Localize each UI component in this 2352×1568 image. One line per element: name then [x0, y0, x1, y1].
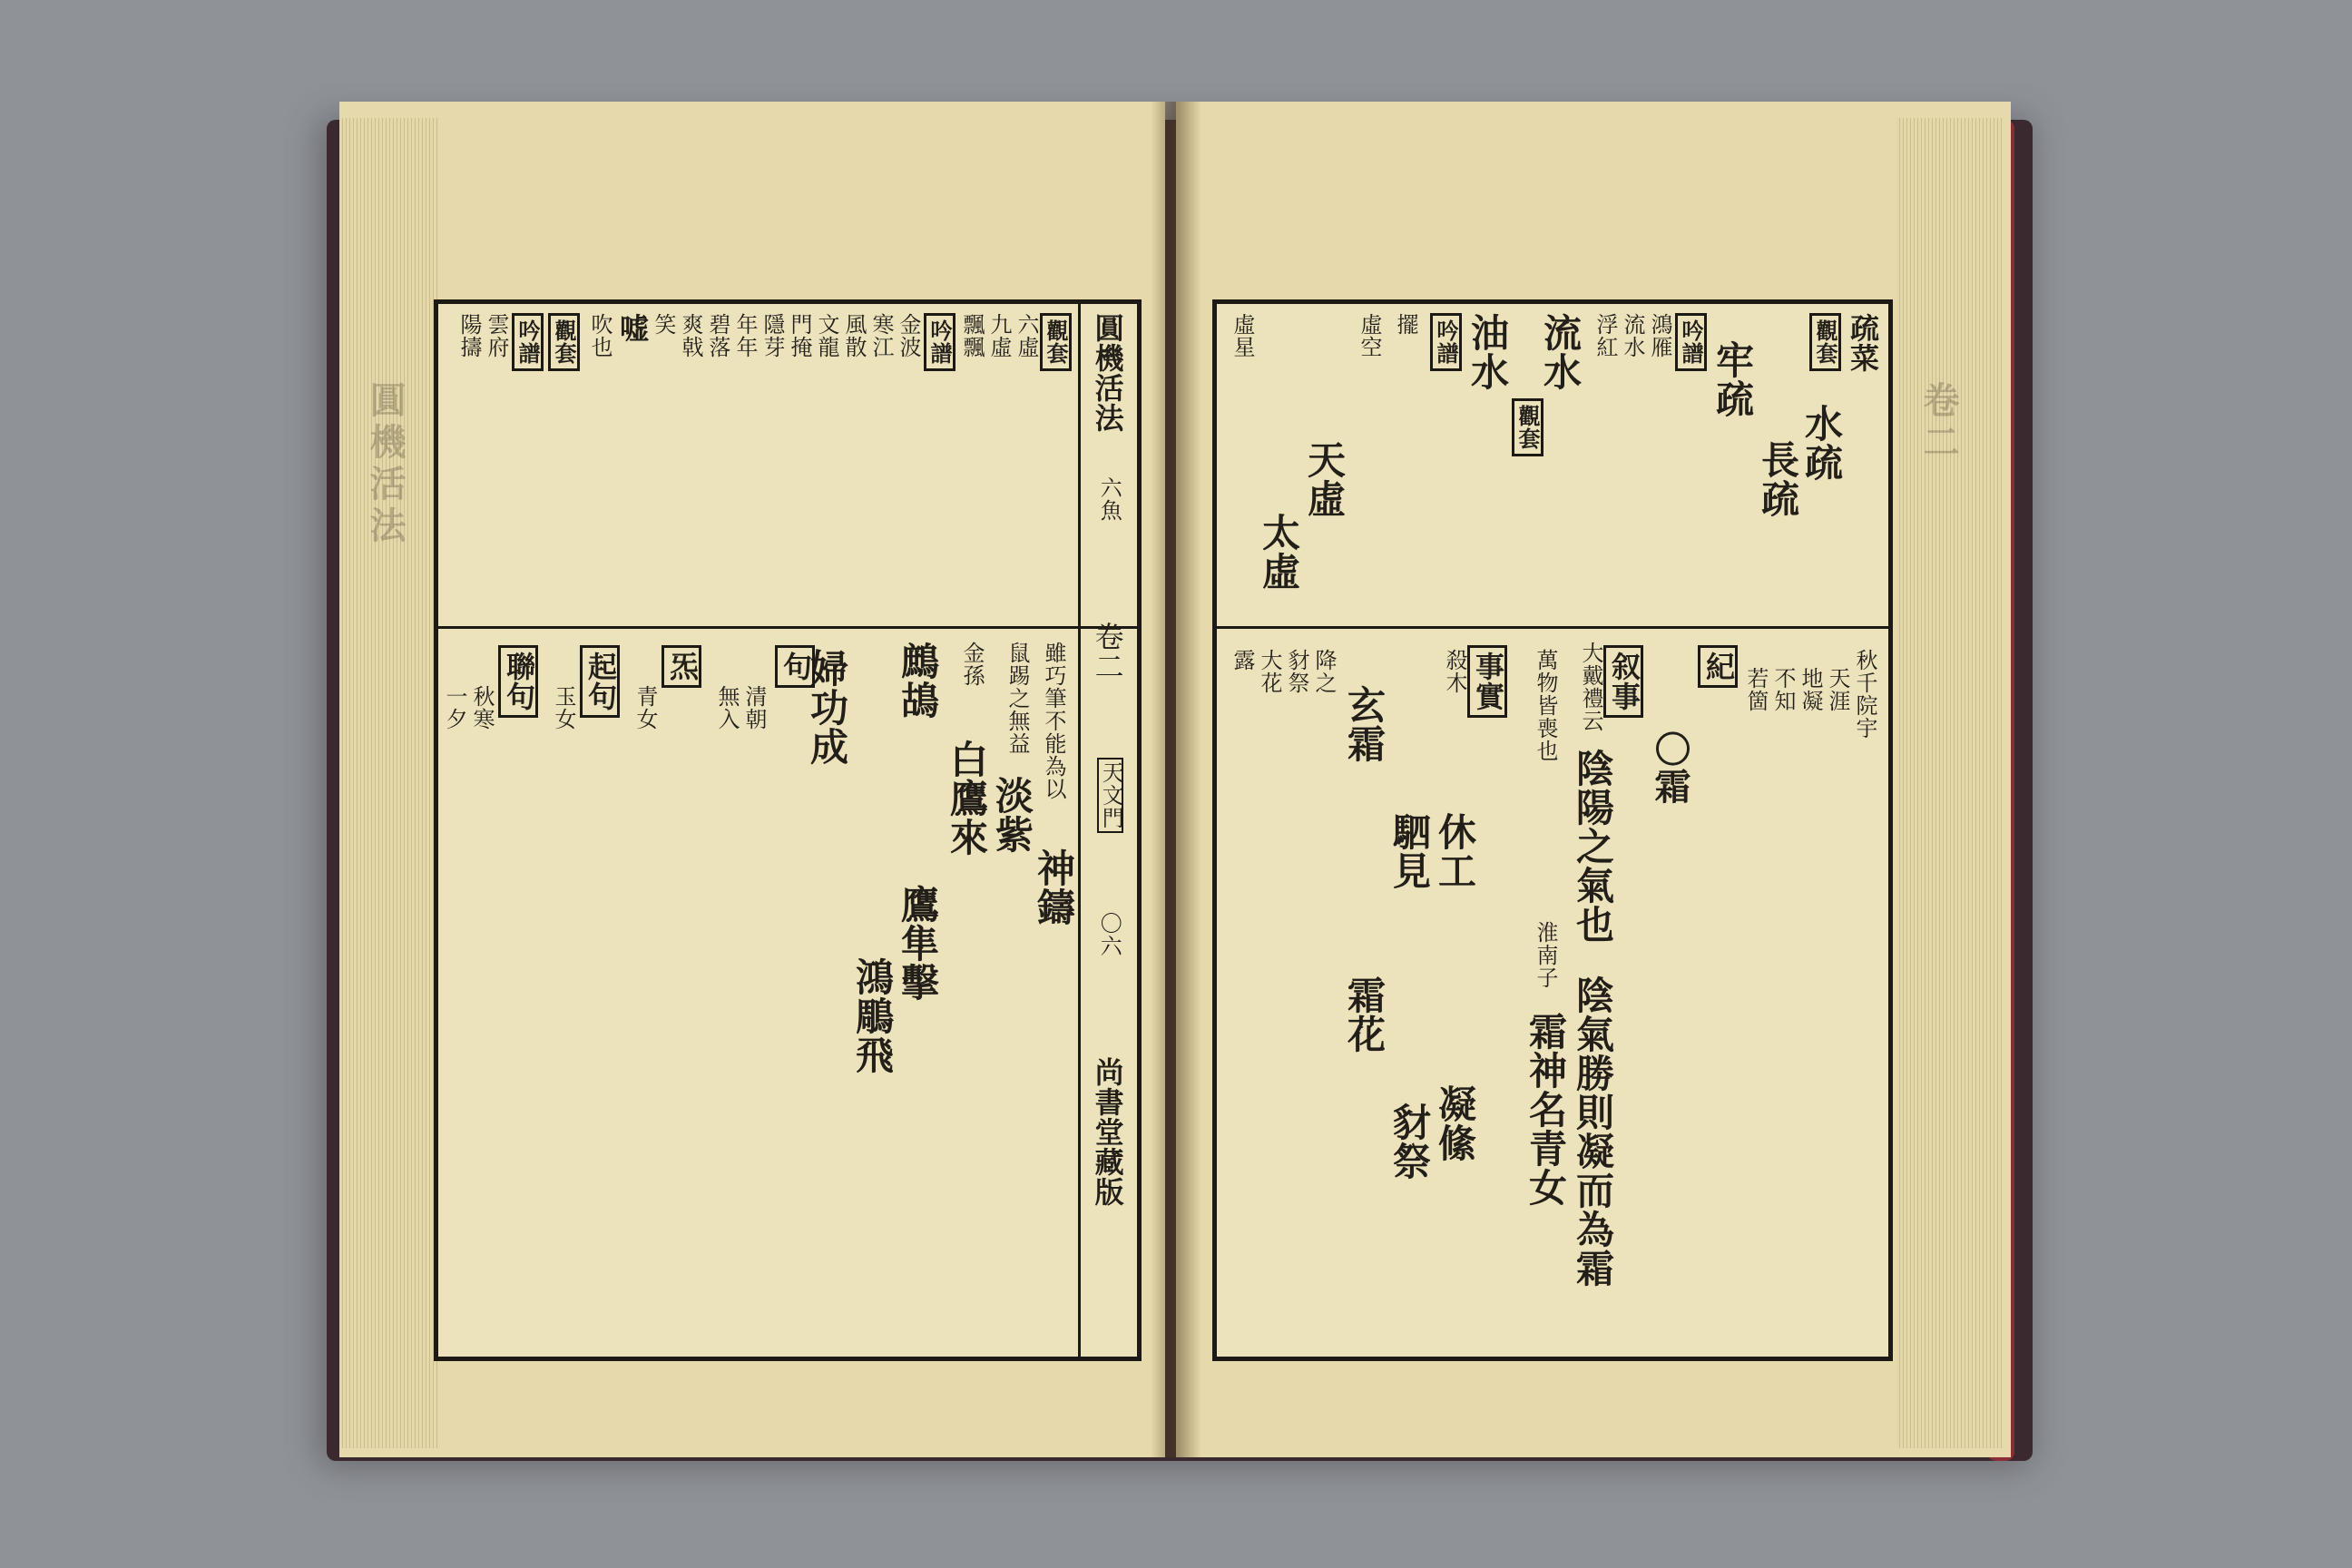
- right-big-phrase-9: 駟見: [1387, 812, 1432, 890]
- left-upper-box-3: 觀套: [548, 313, 580, 371]
- left-upper-col-7: 風散: [841, 313, 867, 358]
- right-edge-ghost-text: 卷二: [1917, 381, 1960, 465]
- right-lower-col-10: 殺木: [1442, 649, 1467, 694]
- left-lower-col-10: 玉女: [551, 685, 576, 730]
- left-upper-col-16: 吹也: [587, 313, 612, 358]
- left-upper-col-5: 金波: [896, 313, 921, 358]
- right-lower-col-3: 地凝: [1798, 667, 1823, 712]
- right-big-phrase-7: 霜花: [1342, 975, 1387, 1054]
- margin-category: 天文門: [1097, 758, 1123, 833]
- right-divider-line: [1217, 626, 1888, 629]
- left-big-phrase-1: 神鑄: [1032, 848, 1076, 926]
- left-big-phrase-6: 鴻鵰飛: [850, 957, 895, 1074]
- margin-section: 六魚: [1096, 476, 1122, 522]
- left-upper-box-4: 吟譜: [512, 313, 544, 371]
- left-upper-col-1: 六虛: [1014, 313, 1039, 358]
- right-fore-edge: [1896, 118, 2004, 1448]
- left-upper-col-10: 隱芽: [760, 313, 785, 358]
- right-lower-col-9: 萬物皆喪也: [1533, 649, 1558, 762]
- right-big-phrase-4: 休工: [1433, 812, 1477, 890]
- right-upper-col-2: 水疏: [1799, 404, 1844, 482]
- left-divider-line: [438, 626, 1137, 629]
- left-big-phrase-2: 淡紫: [990, 776, 1034, 854]
- left-upper-col-15: 嘘: [615, 313, 650, 343]
- right-upper-col-8: 浮紅: [1592, 313, 1618, 358]
- left-lower-col-9: 青女: [632, 685, 658, 730]
- left-upper-col-8: 文龍: [814, 313, 839, 358]
- right-upper-col-15: 太虛: [1257, 513, 1301, 591]
- left-upper-box-2: 吟譜: [924, 313, 956, 371]
- right-upper-col-11: 流水: [1538, 313, 1583, 391]
- right-big-phrase-1: 陰陽之氣也: [1571, 749, 1615, 944]
- frost-heading: 〇霜: [1649, 730, 1691, 805]
- right-lower-col-5: 若箇: [1743, 667, 1769, 712]
- right-upper-box-2: 吟譜: [1675, 313, 1707, 371]
- right-upper-col-14: 天虛: [1302, 440, 1347, 518]
- right-lower-col-6: 大戴禮云: [1578, 642, 1603, 732]
- right-section-label-3: 叙事: [1603, 645, 1643, 718]
- left-lower-col-11: 秋寒: [469, 685, 495, 730]
- left-lower-col-12: 一夕: [442, 685, 467, 730]
- right-lower-col-2: 天涯: [1825, 667, 1850, 712]
- left-lower-box-2: 炁: [662, 645, 701, 688]
- right-big-phrase-5: 凝絛: [1433, 1084, 1477, 1162]
- left-upper-box-1: 觀套: [1040, 313, 1072, 371]
- left-margin-column: [1078, 304, 1137, 1357]
- right-big-phrase-3: 霜神名青女: [1524, 1012, 1568, 1207]
- left-upper-col-13: 爽戟: [678, 313, 703, 358]
- left-upper-col-20: 陽擣: [456, 313, 482, 358]
- left-upper-col-12: 碧落: [705, 313, 730, 358]
- right-upper-col-12: 擺: [1393, 313, 1418, 336]
- right-upper-box-4: 吟譜: [1430, 313, 1462, 371]
- left-upper-col-19: 雲府: [484, 313, 509, 358]
- right-big-phrase-8: 豺祭: [1387, 1102, 1432, 1181]
- right-upper-box-3: 觀套: [1512, 398, 1544, 456]
- left-big-phrase-7: 婦功成: [805, 649, 849, 766]
- right-lower-col-4: 不知: [1770, 667, 1796, 712]
- left-big-phrase-4: 鷓鴣: [896, 642, 940, 720]
- margin-title: 圓機活法: [1090, 313, 1125, 433]
- right-big-phrase-2: 陰氣勝則凝而為霜: [1571, 975, 1615, 1288]
- right-lower-col-19: 露: [1230, 649, 1255, 671]
- right-upper-col-7: 流水: [1620, 313, 1645, 358]
- right-upper-col-13: 虛空: [1357, 313, 1382, 358]
- left-lower-box-3: 起句: [580, 645, 620, 718]
- right-upper-col-4: 牢疏: [1710, 340, 1755, 418]
- right-lower-col-7: 淮南子: [1533, 921, 1558, 989]
- left-upper-col-9: 門掩: [787, 313, 812, 358]
- right-lower-col-15: 降之: [1311, 649, 1337, 694]
- right-section-label-2: 事實: [1467, 645, 1507, 718]
- left-edge-ghost-text: 圓機活法: [364, 381, 407, 548]
- right-text-frame: [1212, 299, 1893, 1361]
- left-upper-col-6: 寒江: [868, 313, 894, 358]
- left-fore-edge: [339, 118, 439, 1448]
- right-upper-col-6: 鴻雁: [1647, 313, 1672, 358]
- left-big-phrase-3: 白鷹來: [945, 740, 989, 857]
- left-lower-col-7: 清朝: [741, 685, 767, 730]
- left-upper-col-3: 飄飄: [959, 313, 985, 358]
- right-upper-col-16: 虛星: [1230, 313, 1255, 358]
- left-text-frame: [434, 299, 1142, 1361]
- left-lower-box-4: 聯句: [498, 645, 538, 718]
- right-section-label-1: 紀: [1698, 645, 1738, 688]
- left-upper-col-14: 笑: [651, 313, 676, 336]
- left-upper-col-2: 九虛: [986, 313, 1012, 358]
- left-upper-col-11: 年年: [732, 313, 758, 358]
- margin-volume: 卷二: [1090, 622, 1125, 681]
- left-lower-col-8: 無入: [714, 685, 740, 730]
- right-upper-box-1: 觀套: [1809, 313, 1841, 371]
- left-lower-col-1: 雖巧筆不能為以: [1041, 642, 1066, 800]
- left-lower-col-3: 金孫: [959, 642, 985, 687]
- left-lower-box-1: 句: [775, 645, 815, 688]
- left-big-phrase-5: 鷹隼擊: [896, 885, 940, 1002]
- right-lower-col-18: 大花: [1257, 649, 1282, 694]
- book-gutter: [1151, 102, 1201, 1457]
- right-big-phrase-6: 玄霜: [1342, 685, 1387, 763]
- right-upper-col-1: 疏菜: [1846, 313, 1880, 373]
- right-lower-col-16: 豺祭: [1284, 649, 1309, 694]
- right-lower-col-1: 秋千院宇: [1852, 649, 1877, 740]
- margin-folio: 〇六: [1096, 912, 1122, 957]
- right-upper-col-10: 油水: [1465, 313, 1510, 391]
- left-lower-col-2: 鼠踢之無益: [1004, 642, 1030, 755]
- right-upper-col-3: 長疏: [1756, 440, 1800, 518]
- margin-publisher: 尚書堂藏版: [1090, 1057, 1125, 1207]
